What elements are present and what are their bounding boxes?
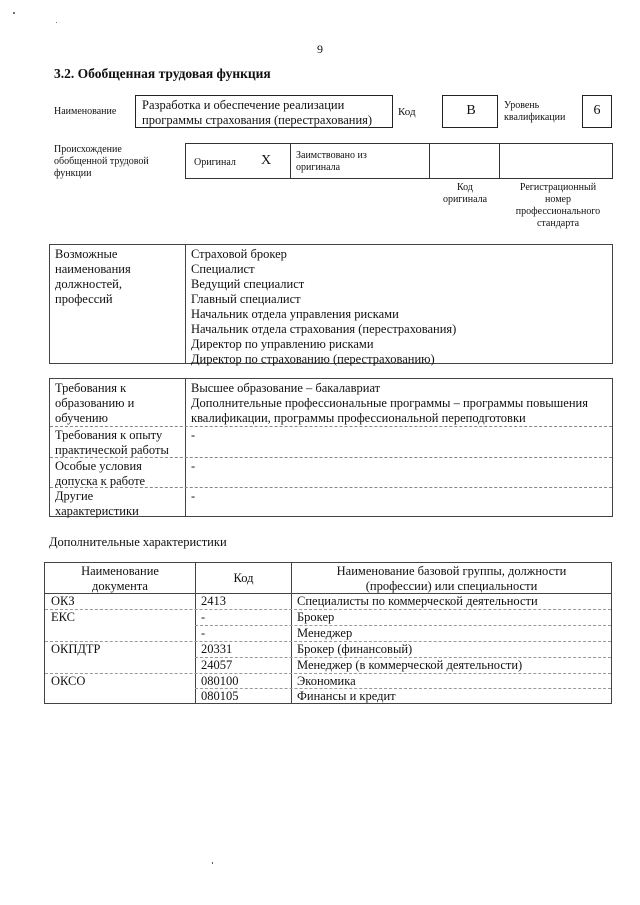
row-code: 20331 (201, 642, 233, 656)
row-separator (195, 625, 611, 626)
level-box (582, 95, 612, 128)
education-value-line: Высшее образование – бакалавриат (191, 381, 381, 395)
requirements-divider (185, 379, 186, 516)
education-label-line: Требования к (55, 381, 127, 395)
function-name-line1: Разработка и обеспечение реализации (142, 98, 345, 112)
conditions-label (55, 459, 145, 489)
positions-label-line: наименования (55, 262, 131, 276)
requirements-table (49, 378, 613, 517)
row-name: Брокер (297, 610, 335, 624)
code-label: Код (398, 106, 416, 118)
caption-reg-line4: стандарта (536, 218, 580, 229)
education-label (55, 381, 134, 426)
education-label-line: образованию и (55, 396, 135, 410)
borrowed-label-line1: Заимствовано из (296, 150, 367, 161)
positions-label-line: Возможные (55, 247, 118, 261)
header-group-name-line: Наименование базовой группы, должности (336, 564, 567, 578)
conditions-value: - (191, 459, 196, 473)
positions-label (55, 247, 183, 307)
section-title: 3.2. Обобщенная трудовая функция (54, 66, 271, 81)
caption-code-line2: оригинала (442, 194, 488, 205)
education-value-line: Дополнительные профессиональные программы – программы повышения (191, 396, 588, 410)
positions-table (49, 244, 613, 364)
caption-reg-line1: Регистрационный (519, 182, 597, 193)
function-name-box (135, 95, 393, 128)
positions-divider (185, 245, 186, 363)
row-doc: ОКСО (51, 674, 86, 688)
row-code: 080105 (201, 689, 239, 703)
original-mark: X (261, 153, 272, 168)
education-value-line: квалификации, программы профессиональной переподготовки (191, 411, 526, 425)
origin-divider (429, 144, 430, 178)
other-value: - (191, 489, 196, 503)
code-value: B (466, 103, 476, 118)
origin-box (185, 143, 613, 179)
other-label-line: характеристики (55, 504, 139, 518)
positions-list (191, 247, 456, 367)
row-separator (195, 688, 611, 689)
positions-label-line: профессий (55, 292, 113, 306)
scan-speck (212, 862, 213, 864)
caption-code-original (430, 182, 500, 206)
header-document-line: документа (92, 579, 148, 593)
other-label (55, 489, 139, 519)
row-name: Финансы и кредит (297, 689, 396, 703)
row-doc: ОКЗ (51, 594, 75, 608)
row-name: Менеджер (в коммерческой деятельности) (297, 658, 523, 672)
position-item: Директор по страхованию (перестрахованию) (191, 352, 435, 366)
name-label: Наименование (54, 106, 117, 117)
row-doc: ЕКС (51, 610, 75, 624)
conditions-label-line: Особые условия (55, 459, 142, 473)
header-document (45, 564, 195, 594)
original-label: Оригинал (194, 157, 236, 168)
position-item: Специалист (191, 262, 255, 276)
header-group-name (292, 564, 611, 594)
position-item: Начальник отдела управления рисками (191, 307, 399, 321)
other-label-line: Другие (55, 489, 94, 503)
additional-table (44, 562, 612, 704)
positions-label-line: должностей, (55, 277, 122, 291)
caption-code-line1: Код (457, 182, 473, 193)
borrowed-label-line2: оригинала (296, 162, 341, 173)
header-code: Код (233, 571, 254, 585)
experience-label-line: практической работы (55, 443, 169, 457)
scan-speck (56, 22, 57, 23)
caption-registration-number (503, 182, 613, 230)
conditions-label-line: допуска к работе (55, 474, 146, 488)
origin-label-line1: Происхождение (54, 144, 122, 155)
position-item: Ведущий специалист (191, 277, 305, 291)
experience-value: - (191, 428, 196, 442)
header-group-name-line: (профессии) или специальности (365, 579, 538, 593)
page-number: 9 (317, 42, 323, 56)
additional-title: Дополнительные характеристики (49, 535, 227, 549)
row-name: Брокер (финансовый) (297, 642, 413, 656)
row-doc: ОКПДТР (51, 642, 101, 656)
row-code: 2413 (201, 594, 226, 608)
position-item: Главный специалист (191, 292, 301, 306)
experience-label-line: Требования к опыту (55, 428, 163, 442)
position-item: Страховой брокер (191, 247, 287, 261)
code-box (442, 95, 498, 128)
education-label-line: обучению (55, 411, 108, 425)
position-item: Начальник отдела страхования (перестрахования) (191, 322, 457, 336)
level-label-line2: квалификации (504, 112, 566, 123)
level-value: 6 (593, 103, 601, 118)
function-name-line2: программы страхования (перестрахования) (142, 113, 373, 127)
row-name: Менеджер (297, 626, 353, 640)
position-item: Директор по управлению рисками (191, 337, 374, 351)
row-name: Специалисты по коммерческой деятельности (297, 594, 538, 608)
header-document-line: Наименование (81, 564, 159, 578)
origin-divider (290, 144, 291, 178)
row-code: 24057 (201, 658, 233, 672)
origin-divider (499, 144, 500, 178)
education-value (191, 381, 588, 426)
row-code: 080100 (201, 674, 239, 688)
row-code: - (201, 626, 206, 640)
row-code: - (201, 610, 206, 624)
level-label-line1: Уровень (504, 100, 540, 111)
origin-label-line2: обобщенной трудовой (54, 156, 149, 167)
origin-label-line3: функции (54, 168, 92, 179)
scan-speck (13, 12, 15, 14)
caption-reg-line3: профессионального (515, 206, 601, 217)
experience-label (55, 428, 169, 458)
caption-reg-line2: номер (545, 194, 571, 205)
row-name: Экономика (297, 674, 356, 688)
